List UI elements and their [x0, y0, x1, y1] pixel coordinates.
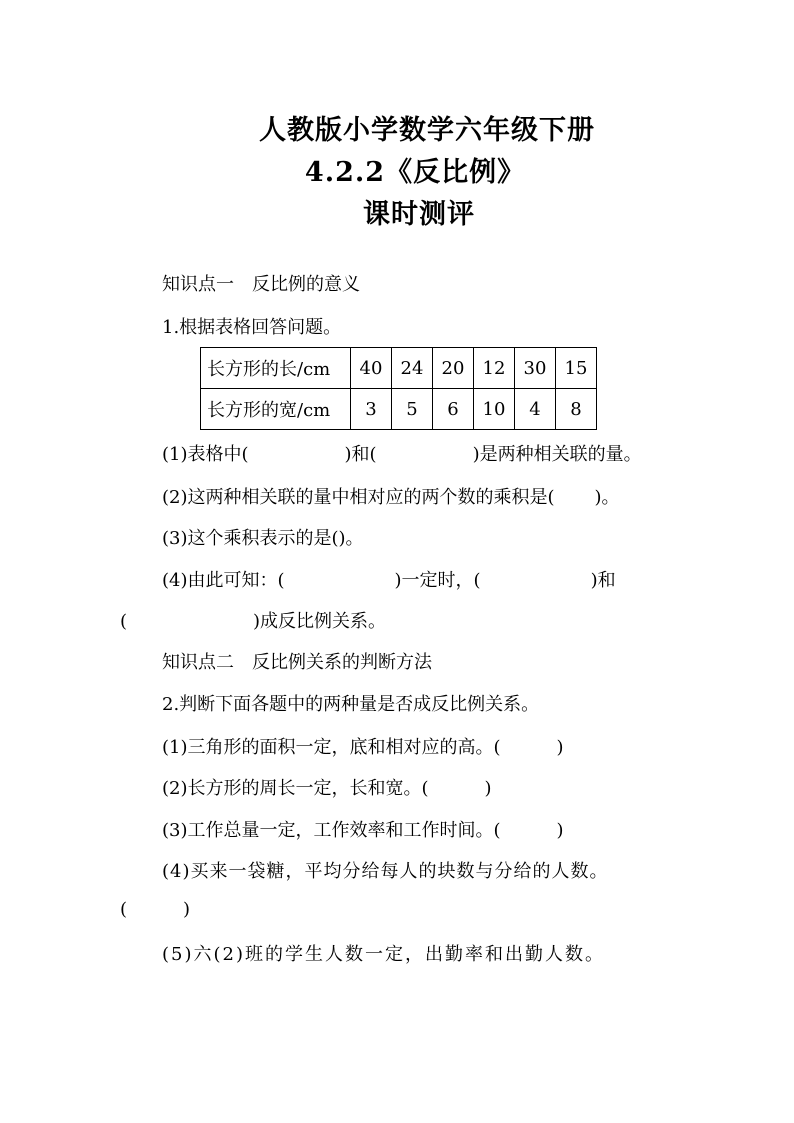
page-title: 人教版小学数学六年级下册: [259, 115, 595, 146]
item-3-text: (3)工作总量一定，工作效率和工作时间。(: [162, 820, 501, 841]
table-cell: 3: [351, 389, 392, 430]
judgement-item-4: (4)买来一袋糖，平均分给每人的块数与分给的人数。: [162, 861, 609, 882]
sub-question-2-text-a: (2)这两种相关联的量中相对应的两个数的乘积是(: [162, 487, 555, 508]
table-cell: 6: [433, 389, 474, 430]
table-cell: 10: [474, 389, 515, 430]
judgement-item-1: [162, 733, 564, 759]
table-row-label: 长方形的宽/cm: [201, 389, 351, 430]
table-cell: 8: [556, 389, 597, 430]
table-cell: 24: [392, 348, 433, 389]
judgement-item-5: (5)六(2)班的学生人数一定，出勤率和出勤人数。: [162, 944, 605, 965]
judgement-item-3: [162, 816, 564, 842]
judgement-item-2: [162, 774, 492, 800]
sub-question-4-text-c: )和: [590, 570, 616, 591]
sub-question-2-text-b: )。: [594, 487, 620, 508]
item-3-close: ): [556, 820, 564, 841]
section-heading-1: 知识点一 反比例的意义: [162, 274, 360, 295]
sub-question-1-text-c: )是两种相关联的量。: [472, 444, 642, 465]
sub-question-1-text-a: (1)表格中(: [162, 444, 249, 465]
sub-question-3: (3)这个乘积表示的是()。: [162, 528, 364, 549]
item-1-close: ): [556, 737, 564, 758]
table-cell: 12: [474, 348, 515, 389]
sub-question-4-continued: [120, 607, 386, 633]
table-row: [201, 389, 597, 430]
item-2-close: ): [484, 778, 492, 799]
table-row: [201, 348, 597, 389]
sub-question-2: [162, 483, 620, 509]
page-subtitle: 4.2.2《反比例》: [304, 157, 526, 188]
data-table: [200, 347, 597, 430]
sub-question-1: [162, 440, 642, 466]
table-cell: 30: [515, 348, 556, 389]
question-2-prompt: 2.判断下面各题中的两种量是否成反比例关系。: [162, 694, 540, 715]
judgement-item-4-answer: [120, 899, 190, 920]
sub-question-4-text-a: (4)由此可知：(: [162, 570, 285, 591]
sub-question-4-text-e: )成反比例关系。: [253, 611, 387, 632]
sub-question-4: [162, 566, 616, 592]
item-2-text: (2)长方形的周长一定，长和宽。(: [162, 778, 429, 799]
sub-question-1-text-b: )和(: [344, 444, 377, 465]
table-cell: 20: [433, 348, 474, 389]
sub-question-4-text-d: (: [120, 611, 128, 632]
item-4-open: (: [120, 899, 128, 920]
sub-question-4-text-b: )一定时，(: [394, 570, 481, 591]
item-1-text: (1)三角形的面积一定，底和相对应的高。(: [162, 737, 501, 758]
question-1-prompt: 1.根据表格回答问题。: [162, 317, 342, 338]
table-cell: 15: [556, 348, 597, 389]
table-cell: 40: [351, 348, 392, 389]
page-subtitle-2: 课时测评: [363, 199, 475, 230]
section-heading-2: 知识点二 反比例关系的判断方法: [162, 652, 432, 673]
table-cell: 4: [515, 389, 556, 430]
table-row-label: 长方形的长/cm: [201, 348, 351, 389]
item-4-close: ): [183, 899, 191, 920]
table-cell: 5: [392, 389, 433, 430]
